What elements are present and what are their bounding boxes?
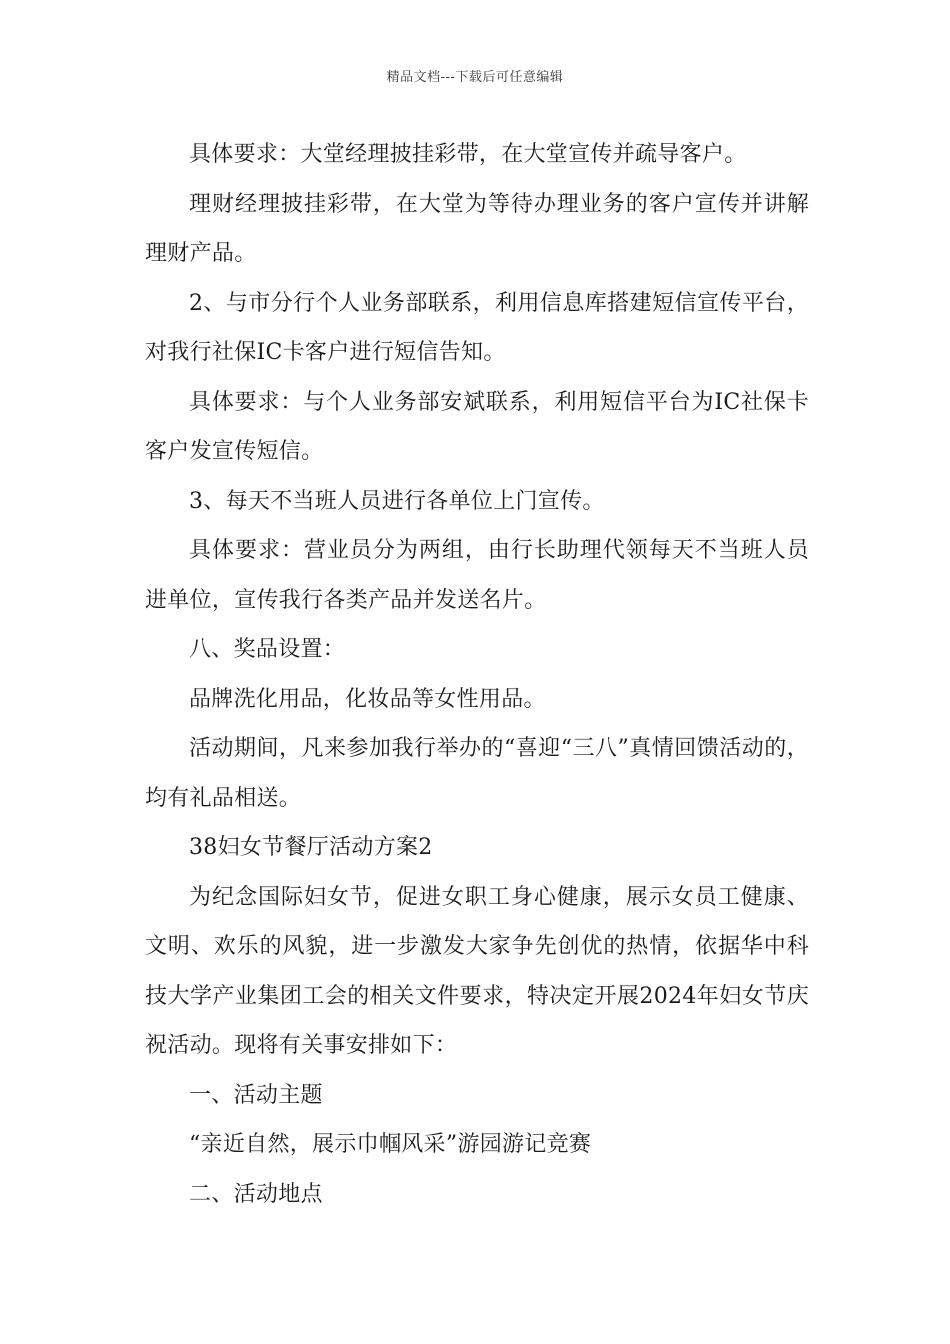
section-heading-prizes: 八、奖品设置： <box>189 637 346 662</box>
paragraph-lobby-manager-requirement: 具体要求：大堂经理披挂彩带，在大堂宣传并疏导客户。 <box>189 142 747 167</box>
paragraph-prize-items: 品牌洗化用品，化妆品等女性用品。 <box>189 686 546 712</box>
paragraph-door-to-door-requirement: 具体要求：营业员分为两组，由行长助理代领每天不当班人员进单位，宣传我行各类产品并发送名片。 <box>145 538 809 613</box>
document-body <box>145 130 809 1219</box>
paragraph-theme-text: “亲近自然，展示巾帼风采”游园游记竞赛 <box>189 1132 592 1157</box>
section-heading-location: 二、活动地点 <box>189 1181 323 1207</box>
paragraph-door-to-door: 3、每天不当班人员进行各单位上门宣传。 <box>189 488 605 514</box>
paragraph-financial-manager: 理财经理披挂彩带，在大堂为等待办理业务的客户宣传并讲解理财产品。 <box>145 191 809 266</box>
page-header: 精品文档---下载后可任意编辑 <box>386 70 564 85</box>
document-section-title: 38妇女节餐厅活动方案2 <box>189 835 433 860</box>
paragraph-introduction: 为纪念国际妇女节，促进女职工身心健康，展示女员工健康、文明、欢乐的风貌，进一步激发大家争先创优的热情，依据华中科技大学产业集团工会的相关文件要求，特决定开展2024年妇女节庆祝活动。现将有关事安排如下： <box>145 884 809 1058</box>
paragraph-sms-platform: 2、与市分行个人业务部联系，利用信息库搭建短信宣传平台，对我行社保IC卡客户进行短信告知。 <box>145 290 809 365</box>
paragraph-sms-requirement: 具体要求：与个人业务部安斌联系，利用短信平台为IC社保卡客户发宣传短信。 <box>145 389 809 464</box>
section-heading-theme: 一、活动主题 <box>189 1082 323 1108</box>
paragraph-gift-policy: 活动期间，凡来参加我行举办的“喜迎“三八”真情回馈活动的，均有礼品相送。 <box>145 736 809 811</box>
